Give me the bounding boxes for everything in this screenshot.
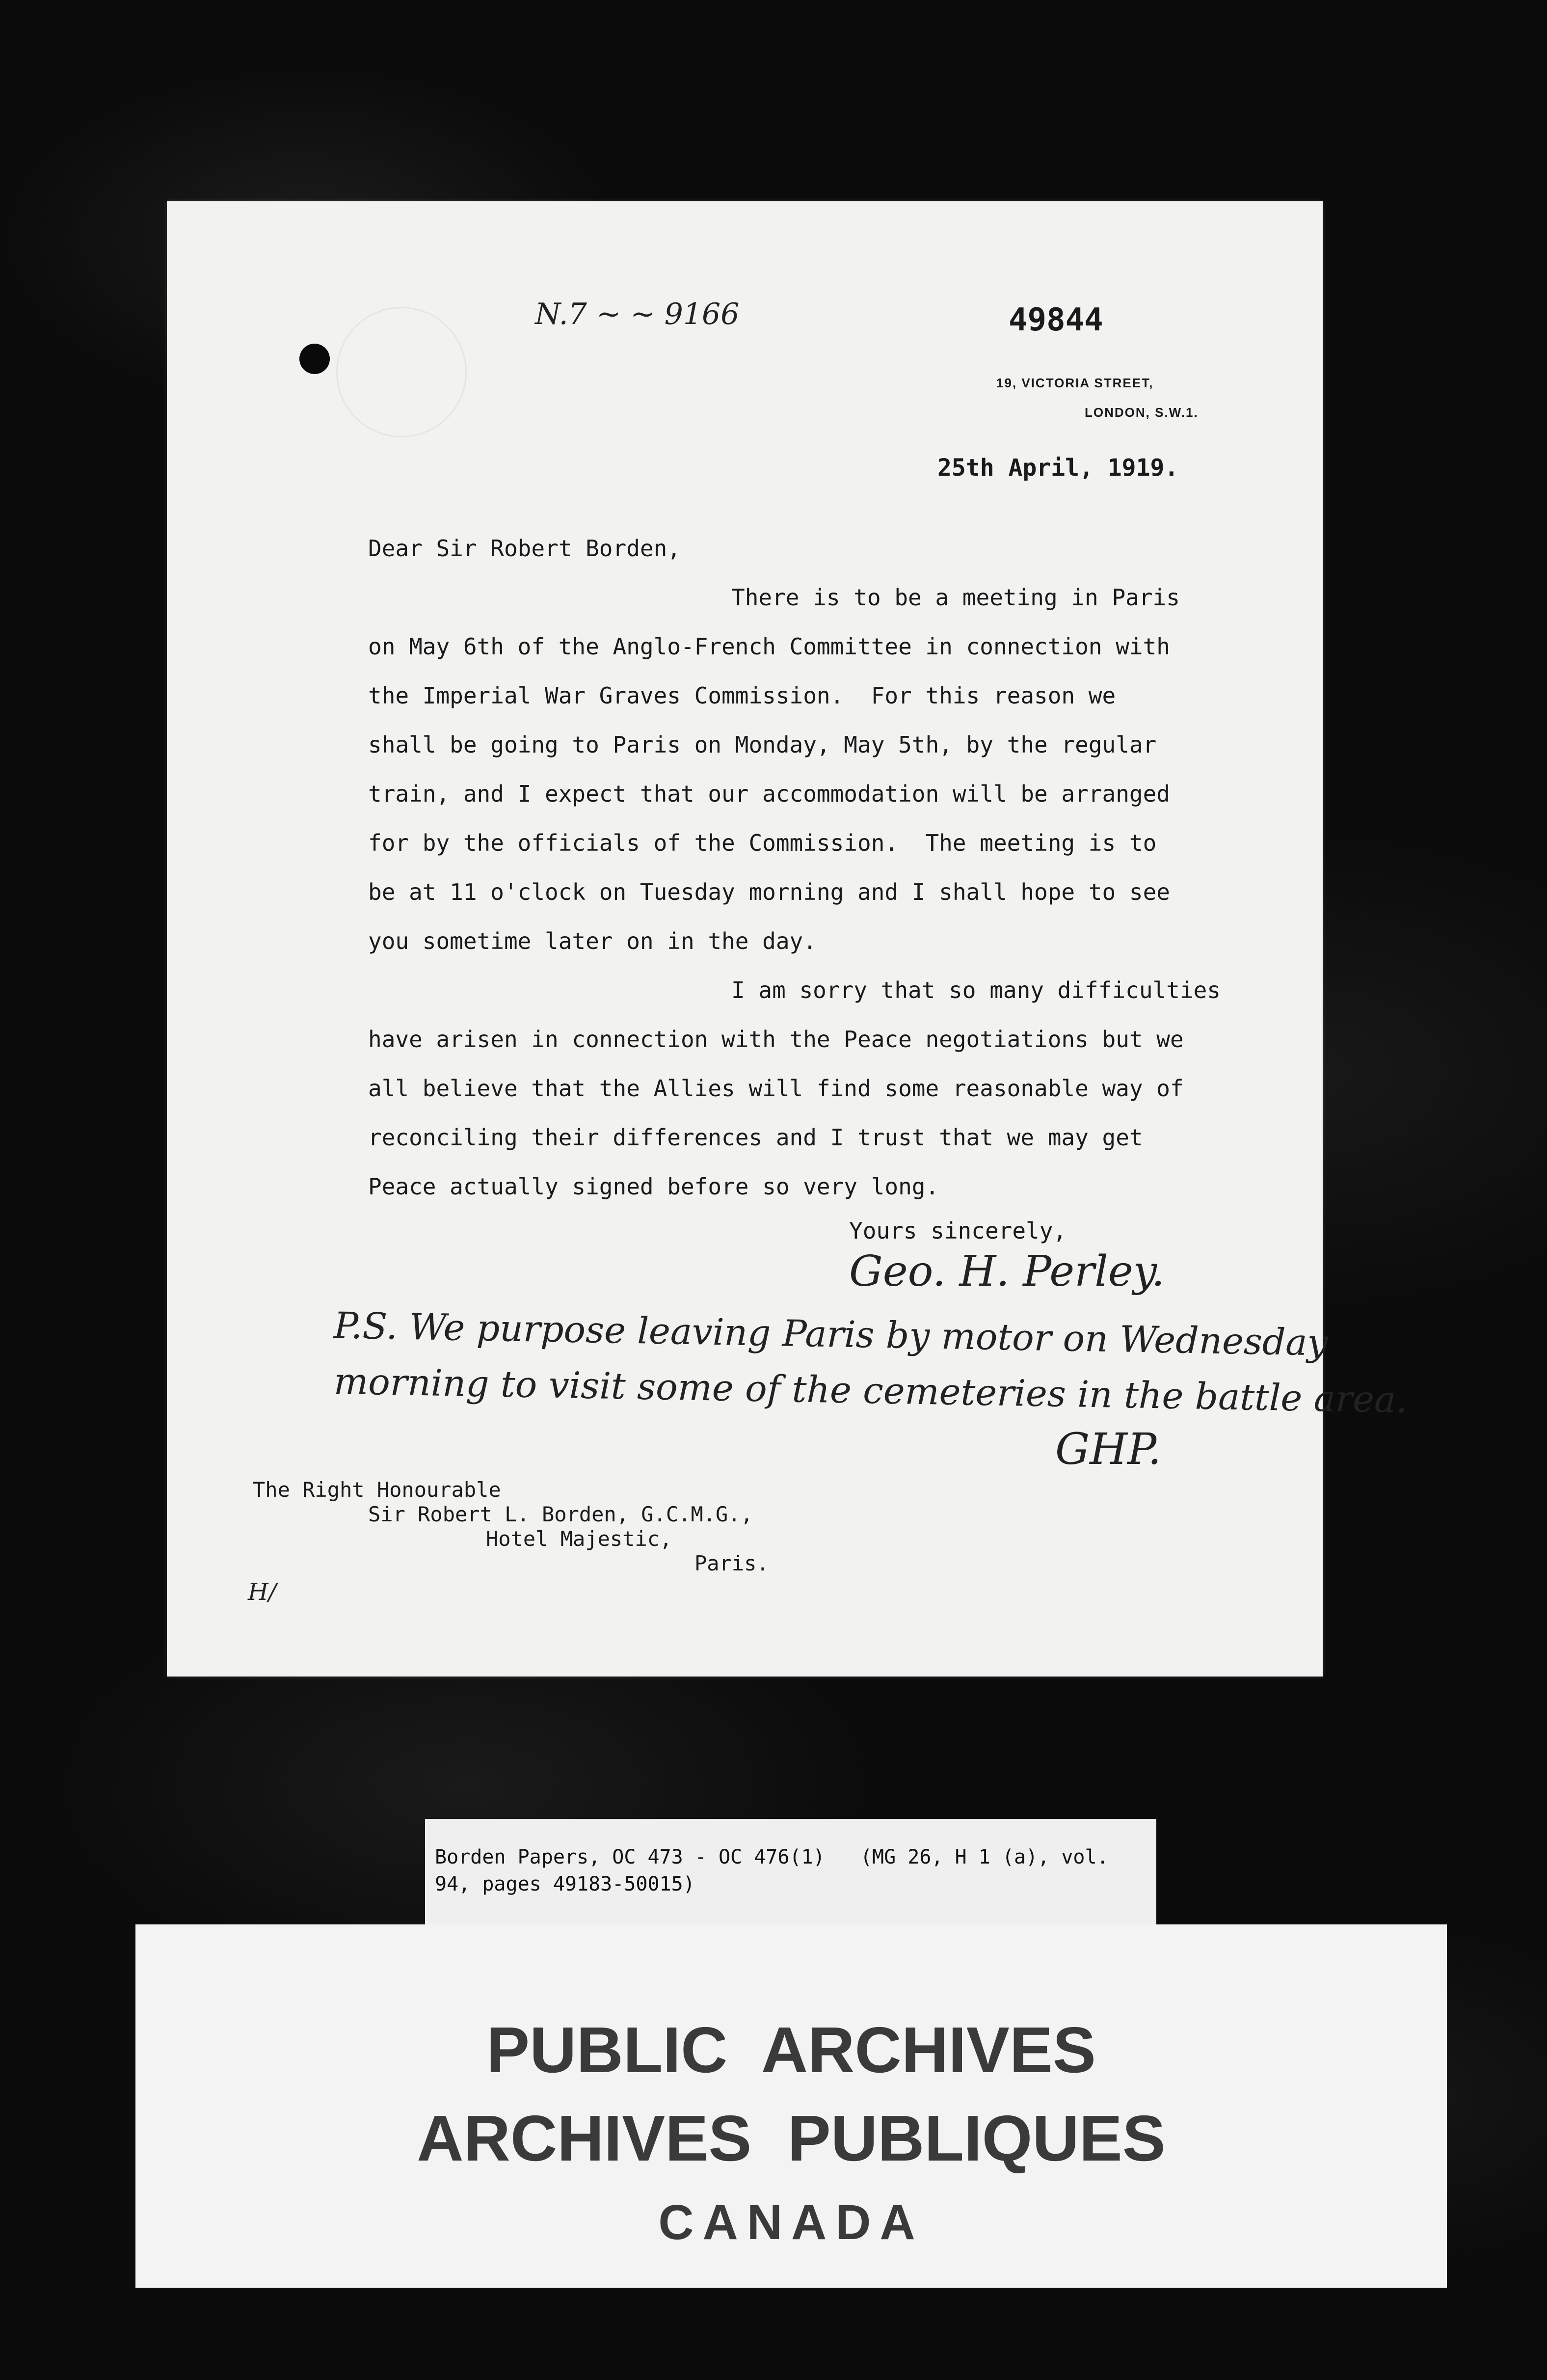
archive-line-1: PUBLIC ARCHIVES (486, 2014, 1096, 2086)
archive-stamp (135, 1924, 1447, 2288)
body-line: be at 11 o'clock on Tuesday morning and I shall hope to see (368, 879, 1170, 905)
letter-page (167, 201, 1408, 1677)
typist-initials: H/ (248, 1578, 277, 1606)
punch-hole (299, 344, 330, 374)
addressee-line: Paris. (694, 1551, 769, 1575)
letter-date: 25th April, 1919. (937, 454, 1179, 482)
body-line: the Imperial War Graves Commission. For this reason we (368, 682, 1116, 709)
body-line: for by the officials of the Commission. The meeting is to (368, 830, 1157, 856)
addressee-line: The Right Honourable (253, 1478, 501, 1502)
archive-line-3: CANADA (658, 2195, 924, 2250)
addressee-line: Sir Robert L. Borden, G.C.M.G., (368, 1502, 753, 1526)
addressee-line: Hotel Majestic, (486, 1527, 672, 1551)
body-line: you sometime later on in the day. (368, 928, 817, 954)
handwritten-reference: N.7 ~ ~ 9166 (535, 297, 740, 331)
closing: Yours sincerely, (849, 1217, 1067, 1244)
catalogue-label (425, 1819, 1156, 1927)
postscript-line-1: P.S. We purpose leaving Paris by motor on Wednesday (333, 1304, 1328, 1364)
embossed-seal (336, 307, 467, 437)
body-line: all believe that the Allies will find some reasonable way of (368, 1075, 1184, 1102)
body-line: Peace actually signed before so very long. (368, 1173, 939, 1200)
address-line-1: 19, VICTORIA STREET, (996, 376, 1154, 390)
body-line: on May 6th of the Anglo-French Committee in connection with (368, 633, 1170, 660)
catalogue-line-1: Borden Papers, OC 473 - OC 476(1) (MG 26, H 1 (a), vol. (435, 1846, 1109, 1868)
body-line: I am sorry that so many difficulties (731, 977, 1221, 1003)
salutation: Dear Sir Robert Borden, (368, 535, 681, 562)
signature: Geo. H. Perley. (849, 1247, 1165, 1296)
document-number: 49844 (1009, 302, 1103, 338)
body-line: train, and I expect that our accommodation will be arranged (368, 781, 1170, 807)
body-line: reconciling their differences and I trust that we may get (368, 1124, 1143, 1151)
catalogue-line-2: 94, pages 49183-50015) (435, 1873, 695, 1895)
body-line: There is to be a meeting in Paris (731, 584, 1180, 611)
body-line: shall be going to Paris on Monday, May 5th, by the regular (368, 731, 1157, 758)
archive-line-2: ARCHIVES PUBLIQUES (417, 2102, 1166, 2174)
address-line-2: LONDON, S.W.1. (1085, 405, 1199, 420)
postscript-initials: GHP. (1055, 1424, 1162, 1474)
body-line: have arisen in connection with the Peace negotiations but we (368, 1026, 1184, 1053)
postscript-line-2: morning to visit some of the cemeteries in the battle area. (333, 1360, 1408, 1422)
